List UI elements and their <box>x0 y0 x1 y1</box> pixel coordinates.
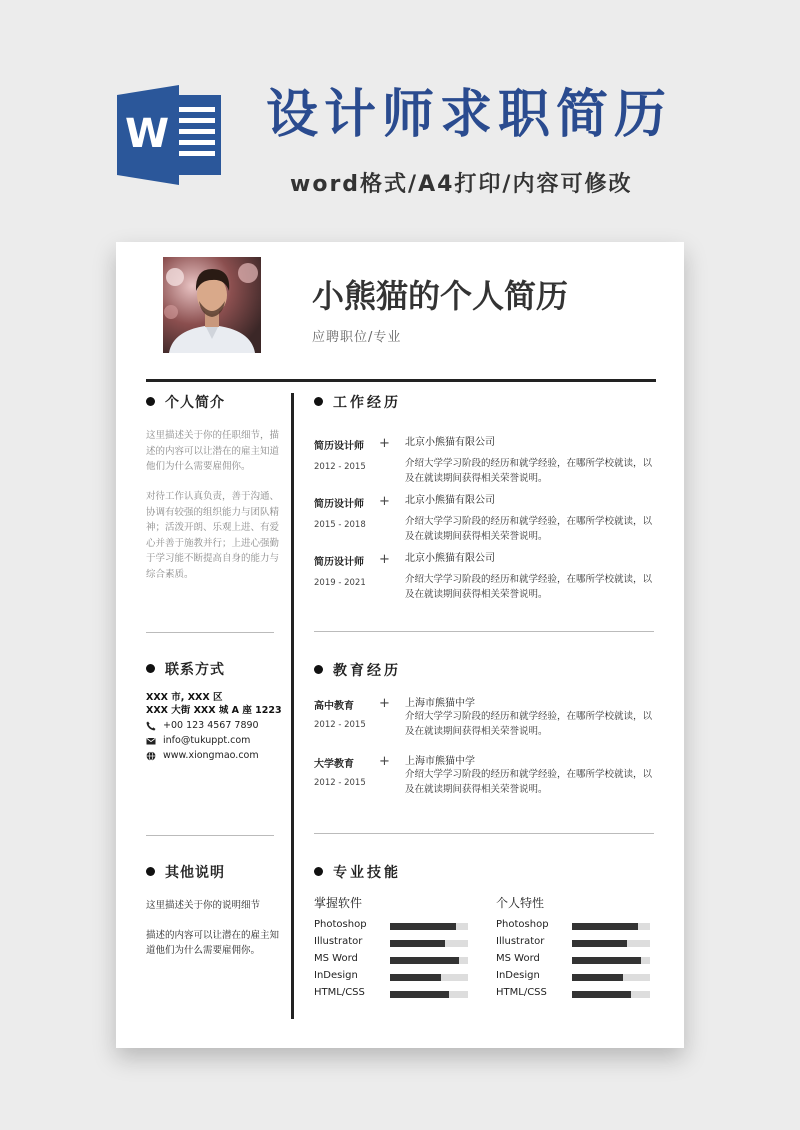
banner-title: 设计师求职简历 <box>266 85 673 145</box>
profile-divider <box>146 632 274 633</box>
contact-email[interactable]: info@tukuppt.com <box>146 735 250 746</box>
section-title-profile: 个人简介 <box>146 392 225 412</box>
skill-level-bar <box>390 957 468 964</box>
skill-name: HTML/CSS <box>496 987 547 998</box>
skill-level-bar <box>390 991 468 998</box>
skill-name: HTML/CSS <box>314 987 365 998</box>
skill-name: Photoshop <box>314 919 367 930</box>
bullet-dot-icon <box>146 867 155 876</box>
education-role: 高中教育 <box>314 701 354 712</box>
skill-name: InDesign <box>496 970 540 981</box>
skill-level-bar <box>572 991 650 998</box>
column-divider <box>291 393 294 1019</box>
bullet-dot-icon <box>146 397 155 406</box>
skill-level-fill <box>390 940 445 947</box>
contact-phone: +00 123 4567 7890 <box>146 720 259 731</box>
skill-name: Photoshop <box>496 919 549 930</box>
skill-level-fill <box>390 957 459 964</box>
contact-address <box>146 691 282 717</box>
skill-level-fill <box>390 991 449 998</box>
education-role: 大学教育 <box>314 759 354 770</box>
skill-level-fill <box>572 957 641 964</box>
skill-level-fill <box>572 974 623 981</box>
plus-icon: + <box>379 494 390 509</box>
work-role: 简历设计师 <box>314 499 364 510</box>
skill-name: MS Word <box>314 953 358 964</box>
resume-page <box>116 242 684 1048</box>
work-role: 简历设计师 <box>314 441 364 452</box>
skill-level-fill <box>390 923 456 930</box>
word-icon-letter: W <box>124 111 170 157</box>
profile-photo <box>163 257 261 353</box>
work-org: 北京小熊猫有限公司 <box>405 495 495 506</box>
banner <box>0 0 800 240</box>
plus-icon: + <box>379 696 390 711</box>
skill-level-bar <box>390 974 468 981</box>
applied-position: 应聘职位/专业 <box>312 330 402 345</box>
skill-name: Illustrator <box>496 936 545 947</box>
work-desc: 介绍大学学习阶段的经历和就学经验，在哪所学校就读，以及在就读期间获得相关荣誉说明。 <box>405 516 653 542</box>
bullet-dot-icon <box>314 665 323 674</box>
skill-level-bar <box>572 957 650 964</box>
skill-level-bar <box>572 974 650 981</box>
skill-level-bar <box>572 940 650 947</box>
section-title-other: 其他说明 <box>146 862 225 882</box>
contact-website[interactable]: www.xiongmao.com <box>146 750 259 761</box>
plus-icon: + <box>379 552 390 567</box>
other-line-2: 描述的内容可以让潜在的雇主知道他们为什么需要雇佣你。 <box>146 930 280 956</box>
work-org: 北京小熊猫有限公司 <box>405 553 495 564</box>
skill-level-bar <box>572 923 650 930</box>
address-line-2: XXX 大街 XXX 城 A 座 1223 <box>146 705 282 716</box>
address-line-1: XXX 市, XXX 区 <box>146 692 223 703</box>
skill-level-fill <box>572 991 631 998</box>
skill-level-fill <box>390 974 441 981</box>
bullet-dot-icon <box>314 397 323 406</box>
section-title-skills: 专业技能 <box>314 862 401 882</box>
plus-icon: + <box>379 436 390 451</box>
section-title-education: 教育经历 <box>314 660 401 680</box>
profile-paragraph-2: 对待工作认真负责，善于沟通、协调有较强的组织能力与团队精神；活泼开朗、乐观上进、有爱心并善于施教并行；上进心强勤于学习能不断提高自身的能力与综合素质。 <box>146 491 280 580</box>
resume-name: 小熊猫的个人简历 <box>312 277 569 315</box>
phone-icon <box>146 721 156 731</box>
work-role: 简历设计师 <box>314 557 364 568</box>
education-date: 2012 - 2015 <box>314 720 366 730</box>
work-date: 2012 - 2015 <box>314 462 366 472</box>
skill-level-fill <box>572 940 627 947</box>
skill-level-fill <box>572 923 638 930</box>
education-desc: 介绍大学学习阶段的经历和就学经验，在哪所学校就读，以及在就读期间获得相关荣誉说明。 <box>405 769 653 795</box>
bullet-dot-icon <box>146 664 155 673</box>
plus-icon: + <box>379 754 390 769</box>
education-org: 上海市熊猫中学 <box>405 698 475 709</box>
skills-traits-title: 个人特性 <box>496 896 545 910</box>
section-title-work: 工作经历 <box>314 392 401 412</box>
skill-name: Illustrator <box>314 936 363 947</box>
work-org: 北京小熊猫有限公司 <box>405 437 495 448</box>
skill-level-bar <box>390 940 468 947</box>
work-desc: 介绍大学学习阶段的经历和就学经验，在哪所学校就读，以及在就读期间获得相关荣誉说明。 <box>405 574 653 600</box>
word-doc-icon <box>117 85 225 185</box>
education-divider <box>314 833 654 834</box>
mail-icon <box>146 736 156 746</box>
profile-paragraph-1: 这里描述关于你的任职细节，描述的内容可以让潜在的雇主知道他们为什么需要雇佣你。 <box>146 430 280 472</box>
contact-divider <box>146 835 274 836</box>
work-desc: 介绍大学学习阶段的经历和就学经验，在哪所学校就读，以及在就读期间获得相关荣誉说明。 <box>405 458 653 484</box>
education-org: 上海市熊猫中学 <box>405 756 475 767</box>
section-title-contact: 联系方式 <box>146 659 225 679</box>
skill-level-bar <box>390 923 468 930</box>
education-date: 2012 - 2015 <box>314 778 366 788</box>
work-divider <box>314 631 654 632</box>
work-date: 2015 - 2018 <box>314 520 366 530</box>
globe-icon <box>146 751 156 761</box>
banner-subtitle: word格式/A4打印/内容可修改 <box>290 172 633 197</box>
education-desc: 介绍大学学习阶段的经历和就学经验，在哪所学校就读，以及在就读期间获得相关荣誉说明。 <box>405 711 653 737</box>
skill-name: MS Word <box>496 953 540 964</box>
bullet-dot-icon <box>314 867 323 876</box>
skill-name: InDesign <box>314 970 358 981</box>
other-line-1: 这里描述关于你的说明细节 <box>146 900 261 911</box>
header-divider <box>146 379 656 382</box>
skills-software-title: 掌握软件 <box>314 896 363 910</box>
work-date: 2019 - 2021 <box>314 578 366 588</box>
